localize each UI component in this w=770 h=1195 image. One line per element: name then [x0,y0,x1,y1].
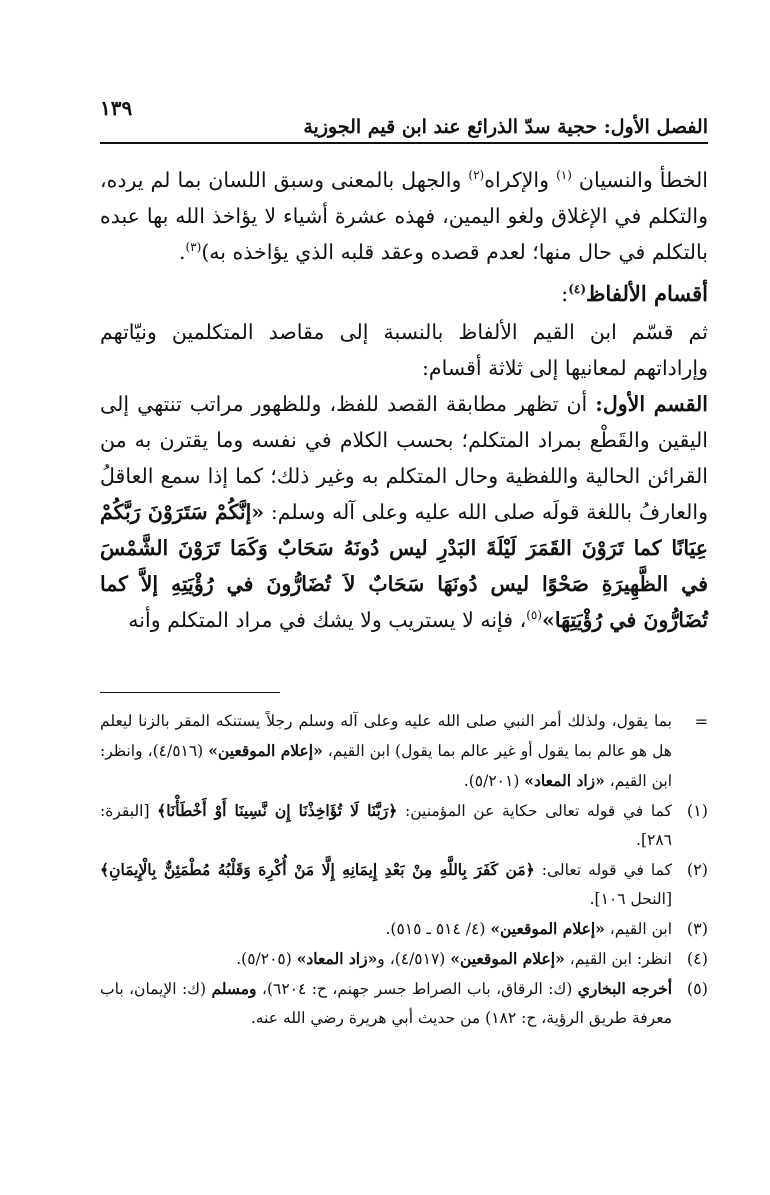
text-run: ، فإنه لا يستريب ولا يشك في مراد المتكلم وأنه [128,608,527,632]
footnote-citation: «إعلام الموقعين» [208,741,323,760]
main-text [100,162,708,638]
book-page [100,96,708,1156]
footnote-text-run: (ك: الرقاق، باب الصراط جسر جهنم، ح: ٦٢٠٤)، [256,980,578,998]
footnote-marker: (٤) [686,949,708,968]
footnote-text-run: بما يقول، ولذلك أمر النبي صلى الله عليه وعلى آله وسلم رجلاً يستنكه المقر بالزنا ليعلم هل هو عالم بما يقول أو غير عالم بما يقول) ابن القيم، [100,712,672,760]
footnote-citation: ﴿مَن كَفَرَ بِاللَّهِ مِنْ بَعْدِ إِيمَانِهِ إِلَّا مَنْ أُكْرِهَ وَقَلْبُهُ مُطْمَئِنٌّ بِالْإِيمَانِ﴾ [100,860,535,879]
footnote [100,707,708,796]
section-heading-text: أقسام الألفاظ [586,281,708,306]
footnote-ref-3[interactable]: (٣) [185,240,202,255]
section-heading-colon: : [561,282,569,306]
footnote-citation: أخرجه البخاري [577,979,673,998]
footnote-ref-1[interactable]: (١) [556,168,572,183]
text-run: والإكراه [484,168,557,192]
footnote-text [100,974,672,1033]
footnote [100,974,708,1033]
footnote-text-run: ابن القيم، [604,920,672,938]
paragraph-3 [100,386,708,638]
footnotes [100,707,708,1033]
footnote-ref-2[interactable]: (٢) [468,168,485,183]
text-run: الخطأ والنسيان [571,168,709,192]
paragraph-1 [100,162,708,270]
footnote-citation: «إعلام الموقعين» [490,919,605,938]
footnote-text-run: (٥/٢٠١). [463,772,525,790]
footnote-text [100,855,672,914]
footnote-text-run: [النحل ١٠٦]. [589,890,672,908]
footnote-text-run: (٤/٥١٧)، و [377,950,451,968]
text-run: . [178,240,186,264]
footnote-text-run: (٥/٢٠٥). [236,950,297,968]
footnote-ref-4[interactable]: (٤) [568,282,587,296]
section-heading [100,274,708,314]
footnote-citation: «زاد المعاد» [296,949,378,968]
chapter-title: الفصل الأول: حجية سدّ الذرائع عند ابن قيم الجوزية [303,116,708,138]
footnote-text-run: كما في قوله تعالى حكاية عن المؤمنين: [397,802,672,820]
footnote-separator [100,692,280,693]
footnote-text-run: (٤/٥١٦)، وانظر: ابن القيم، [100,742,672,790]
running-header [100,96,708,144]
footnote-text [100,796,672,855]
footnote [100,855,708,914]
hadith-quote: «إنَّكُمْ سَتَرَوْنَ رَبَّكُمْ عِيَانًا كما تَرَوْنَ القَمَرَ لَيْلَةَ البَدْرِ ليس دُونَهُ سَحَابٌ وَكَمَا تَرَوْنَ الشَّمْسَ في الظَّهِيرَةِ صَحْوًا ليس دُونَهَا سَحَابٌ لاَ تُضَارُّونَ في رُؤْيَتِهِ إلاَّ كما تُضَارُّونَ في رُؤْيَتِهَا» [100,500,708,632]
footnote-marker: (٢) [686,860,708,879]
footnote [100,914,708,944]
footnote-citation: ومسلم [211,979,257,998]
footnote-text [100,707,672,796]
paragraph-2: ثم قسّم ابن القيم الألفاظ بالنسبة إلى مقاصد المتكلمين ونيّاتهم وإراداتهم لمعانيها إلى ثلاثة أقسام: [100,320,708,380]
footnote-citation: «زاد المعاد» [524,771,605,790]
footnote-citation: «إعلام الموقعين» [450,949,565,968]
footnote-text [100,914,672,944]
footnote-marker: (١) [686,801,708,820]
footnote [100,944,708,974]
text-run: والجهل بالمعنى وسبق اللسان بما لم يرده، والتكلم في الإغلاق ولغو اليمين، فهذه عشرة أشياء لا يؤاخذ الله بها عبده بالتكلم في حال منها؛ لعدم قصده وعقد قلبه الذي يؤاخذه به) [100,168,708,264]
footnote [100,796,708,855]
footnote-ref-5[interactable]: (٥) [526,608,543,623]
footnote-text-run: [البقرة: ٢٨٦]. [100,802,672,849]
footnote-text-run: كما في قوله تعالى: [534,861,672,879]
page-number: ١٣٩ [100,96,133,120]
footnote-marker: = [694,712,708,731]
footnote-text-run: انظر: ابن القيم، [564,950,672,968]
footnote-text [100,944,672,974]
footnote-text-run: (٤/ ٥١٤ ـ ٥١٥). [385,920,491,938]
footnote-marker: (٣) [686,919,708,938]
footnote-text-run: (ك: الإيمان، باب معرفة طريق الرؤية، ح: ١٨٢) من حديث أبي هريرة رضي الله عنه. [100,980,672,1027]
paragraph-lead: القسم الأول: [595,392,708,416]
footnote-marker: (٥) [686,979,708,998]
footnote-citation: ﴿رَبَّنَا لَا تُؤَاخِذْنَا إِن نَّسِينَا أَوْ أَخْطَأْنَا﴾ [157,801,398,820]
text-run: أن تظهر مطابقة القصد للفظ، وللظهور مراتب تنتهي إلى اليقين والقَطْع بمراد المتكلم؛ بحسب الكلام في نفسه وما يقترن به من القرائن الحالية واللفظية وحال المتكلم به وغير ذلك؛ كما إذا سمع العاقلُ والعارفُ باللغة قولَه صلى الله عليه وعلى آله وسلم: [100,392,709,524]
